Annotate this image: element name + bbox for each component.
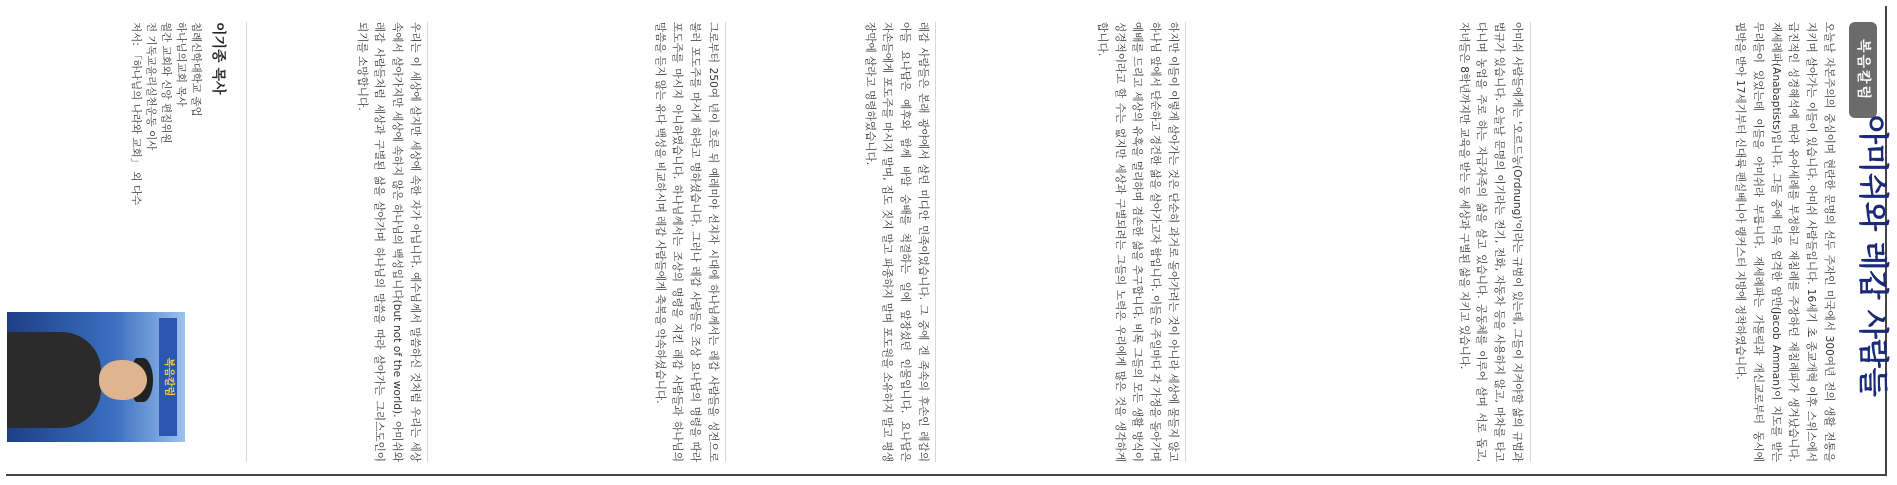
author-byline	[89, 22, 229, 322]
article-paragraph	[263, 22, 423, 462]
divider	[935, 22, 936, 462]
paragraph-text: 그로부터 250여 년이 흐른 뒤 예레미야 선지자 시대에 하나님께서는 레갑 사람들을 성전으로 불러 포도주를 마시게 하라고 명하셨습니다. 그러나 레갑 사람들은 조상 요나답의 명령을 따라 포도주를 마시지 아니하였습니다. 하나님께서는 조상의 명령을 지킨 레갑 사람들과 하나님의 말씀을 듣지 않는 유다 백성을 비교하시며 레갑 사람들에게 축복을 약속하셨습니다.	[653, 22, 719, 462]
photo-figure-body	[7, 332, 101, 428]
divider	[427, 22, 428, 462]
bio-line: 침례신학대학교 졸업	[190, 22, 202, 117]
divider	[725, 22, 726, 462]
photo-banner: 복음칼럼	[159, 318, 177, 436]
bio-line: 전 기독교윤리실천운동 이사	[145, 22, 157, 151]
article-paragraph	[1537, 22, 1837, 462]
bio-line: 저서: 「하나님의 나라와 교회」 외 다수	[130, 22, 142, 206]
divider	[1530, 22, 1531, 462]
article-paragraph	[431, 22, 721, 462]
paragraph-text: 아미쉬 사람들에게는 '오르드눙(Ordnung)'이라는 규범이 있는데, 그들이 지켜야할 삶의 규범과 법규가 있습니다. 오늘날 문명의 이기라는 전기, 전화, 자동차 등을 사용하지 않고, 마차를 타고 다니며 농업을 주로 하는 자급자족의 삶을 살고 있습니다. 공동체를 이루어 살며 서로 돕고, 자녀들은 8학년까지만 교육을 받는 등 세상과 구별된 삶을 지키고 있습니다.	[1457, 22, 1523, 462]
author-bio	[128, 22, 203, 322]
paragraph-text: 우리는 이 세상에 살지만 세상에 속한 자가 아닙니다. 예수님께서 말씀하신 것처럼 우리는 세상 속에서 살아가지만 세상에 속하지 않은 하나님의 백성입니다(but not of the world). 아미쉬와 레갑 사람들처럼 세상과 구별된 삶을 살아가며 하나님의 말씀을 따라 살아가는 그리스도인이 되기를 소망합니다.	[355, 22, 421, 462]
section-tab: 복음칼럼	[1849, 22, 1877, 118]
divider	[1185, 22, 1186, 462]
paragraph-text: 레갑 사람들은 본래 광야에서 살던 미디안 민족이었습니다. 그 중에 겐 족속의 후손인 레갑의 아들 요나답은 예후와 함께 바알 숭배를 척결하는 일에 앞장섰던 인물입니다. 요나답은 자손들에게 포도주를 마시지 말며, 집도 짓지 말고 파종하지 말며 포도원을 소유하지 말고 평생 장막에 살라고 명령하였습니다.	[863, 22, 929, 462]
paragraph-text: 하지만 이들이 이렇게 살아가는 것은 단순히 과거로 돌아가려는 것이 아니라 세상에 물들지 않고 하나님 앞에서 단순하고 경건한 삶을 살아가고자 함입니다. 이들은 주일마다 각 가정을 돌아가며 예배를 드리고 세상의 유혹을 멀리하며 겸손한 삶을 추구합니다. 비록 그들의 모든 생활 방식이 성경적이라고 할 수는 없지만 세상과 구별되려는 그들의 노력은 우리에게 많은 것을 생각하게 합니다.	[1095, 22, 1179, 462]
divider	[246, 22, 247, 462]
article-paragraph	[731, 22, 931, 462]
bio-line: 하나님의교회 목사	[175, 22, 187, 107]
article-paragraph	[1190, 22, 1525, 462]
author-photo	[7, 312, 185, 442]
article-title: 아미쉬와 레갑 사람들	[1855, 115, 1890, 397]
author-name: 이기종 목사	[210, 22, 226, 95]
bio-line: 월간 교회와 신앙 편집위원	[160, 22, 172, 144]
paragraph-text: 오늘날 자본주의의 중심이며 현란한 문명의 선두 주자인 미국에서 300여년 전의 생활 전통을 지키며 살아가는 이들이 있습니다. 아미쉬 사람들입니다. 16세기 초 종교개혁 이후 스위스에서 급진적인 성경해석에 따라 유아세례를 부정하고 재침례를 주장하던 재침례파가 생겨났습니다. 재세례파(Anabaptists)입니다. 그들 중에 더욱 엄격한 암만(Jacob Amman)이 지도를 받는 무리들이 있었는데 이들을 아미쉬라 부릅니다. 재세례파는 가톨릭과 개신교로부터 동시에 핍박을 받아 17세기부터 신대륙 펜실베니아 랭커스터 지방에 정착하였습니다.	[1734, 22, 1835, 462]
article-paragraph	[941, 22, 1181, 462]
photo-figure-head	[99, 360, 147, 400]
